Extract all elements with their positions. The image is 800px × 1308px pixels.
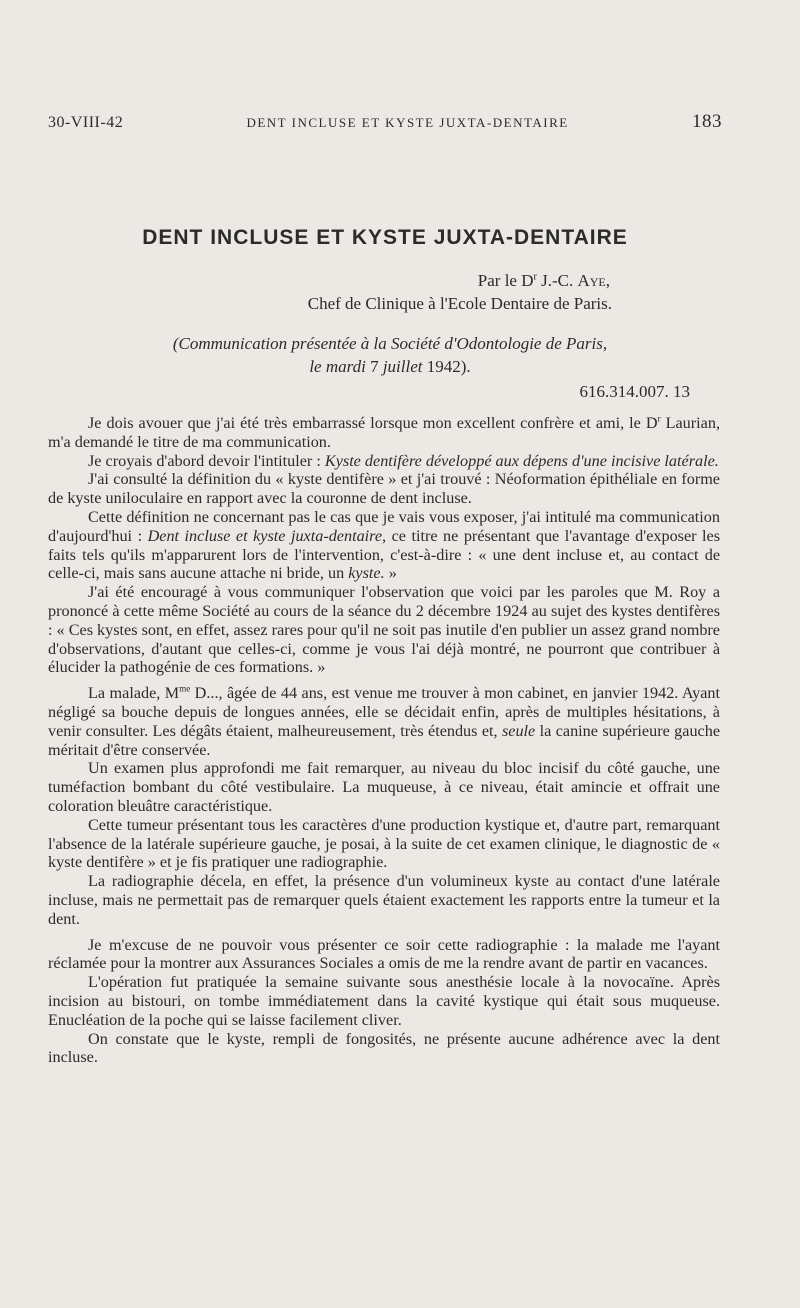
paragraph: On constate que le kyste, rempli de fongosités, ne présente aucune adhérence avec la dent incluse. bbox=[48, 1029, 720, 1067]
paragraph: Cette définition ne concernant pas le cas que je vais vous exposer, j'ai intitulé ma communication d'aujourd'hui : Dent incluse et kyste juxta-dentaire, ce titre ne présentant que l'avantage d'exposer les faits tels qu'ils m'apparurent lors de l'intervention, c'est-à-dire : « une dent incluse et, au contact de celle-ci, mais sans aucune attache ni bride, un kyste. » bbox=[48, 507, 721, 583]
paragraph: La malade, $M^{me}$ D..., âgée de 44 ans, est venue me trouver à mon cabinet, en janvier 1942. Ayant négligé sa bouche depuis de longues années, elle se décidait enfin, après de multiples hésitations, à venir consulter. Les dégâts étaient, malheureusement, très étendus et, seule la canine supérieure gauche méritait d'être conservée. bbox=[48, 683, 720, 759]
paragraph: Cette tumeur présentant tous les caractères d'une production kystique et, d'autre part, remarquant l'absence de la latérale supérieure gauche, je posai, à la suite de cet examen clinique, le diagnostic de « kyste dentifère » et je fis pratiquer une radiographie. bbox=[48, 815, 720, 872]
article-title: DENT INCLUSE ET KYSTE JUXTA-DENTAIRE bbox=[142, 226, 628, 249]
article-body bbox=[48, 414, 720, 1067]
issue-date: 30-VIII-42 bbox=[48, 114, 124, 131]
paragraph: Je m'excuse de ne pouvoir vous présenter ce soir cette radiographie : la malade me l'ayant réclamée pour la montrer aux Assurances Sociales a omis de me la rendre avant de partir en vacances. bbox=[48, 935, 720, 973]
author-initials: J.-C. bbox=[541, 271, 574, 290]
communication-line-2: le mardi 7 juillet 1942). bbox=[309, 357, 471, 376]
communication-note bbox=[100, 332, 680, 378]
paragraph: J'ai consulté la définition du « kyste dentifère » et j'ai trouvé : Néoformation épithéliale en forme de kyste uniloculaire en rapport avec la couronne de dent incluse. bbox=[48, 470, 720, 508]
byline-sup: r bbox=[533, 271, 537, 283]
paragraph: J'ai été encouragé à vous communiquer l'observation que voici par les paroles que M. Roy a prononcé à cette même Société au cours de la séance du 2 décembre 1924 au sujet des kystes dentifères : « Ces kystes sont, en effet, assez rares pour qu'il ne soit pas inutile d'en publier un assez grand nombre d'observations, d'autant que celles-ci, comme je vous l'ai déjà montré, ne pourront que contribuer à élucider la pathogénie de ces formations. » bbox=[48, 583, 720, 677]
paragraph: L'opération fut pratiquée la semaine suivante sous anesthésie locale à la novocaïne. Après incision au bistouri, on tombe immédiatement dans la cavité kystique qui était sous muqueuse. Enucléation de la poche qui se laisse facilement cliver. bbox=[48, 973, 720, 1029]
paragraph: La radiographie décela, en effet, la présence d'un volumineux kyste au contact d'une latérale incluse, mais ne permettait pas de remarquer quels étaient exactement les rapports entre la tumeur et la dent. bbox=[48, 872, 720, 928]
byline bbox=[48, 268, 610, 294]
author-name: Aye, bbox=[577, 271, 610, 290]
running-title: DENT INCLUSE ET KYSTE JUXTA-DENTAIRE bbox=[246, 115, 569, 130]
author-line bbox=[478, 271, 610, 290]
page-number: 183 bbox=[691, 111, 722, 132]
paragraph: Je dois avouer que j'ai été très embarrassé lorsque mon excellent confrère et ami, le $D^r$ Laurian, m'a demandé le titre de ma communication. bbox=[48, 413, 720, 451]
byline-prefix: Par le D bbox=[477, 271, 534, 290]
running-header bbox=[48, 111, 722, 133]
communication-line-1: (Communication présentée à la Société d'Odontologie de Paris, bbox=[172, 334, 608, 353]
author-affiliation: Chef de Clinique à l'Ecole Dentaire de Paris. bbox=[307, 294, 612, 313]
classification-number: 616.314.007. 13 bbox=[579, 382, 690, 401]
paragraph: Je croyais d'abord devoir l'intituler : Kyste dentifère développé aux dépens d'une incisive latérale. bbox=[88, 451, 719, 470]
paragraph: Un examen plus approfondi me fait remarquer, au niveau du bloc incisif du côté gauche, une tuméfaction bombant du côté vestibulaire. La muqueuse, à ce niveau, était amincie et offrait une coloration bleuâtre caractéristique. bbox=[48, 759, 720, 815]
